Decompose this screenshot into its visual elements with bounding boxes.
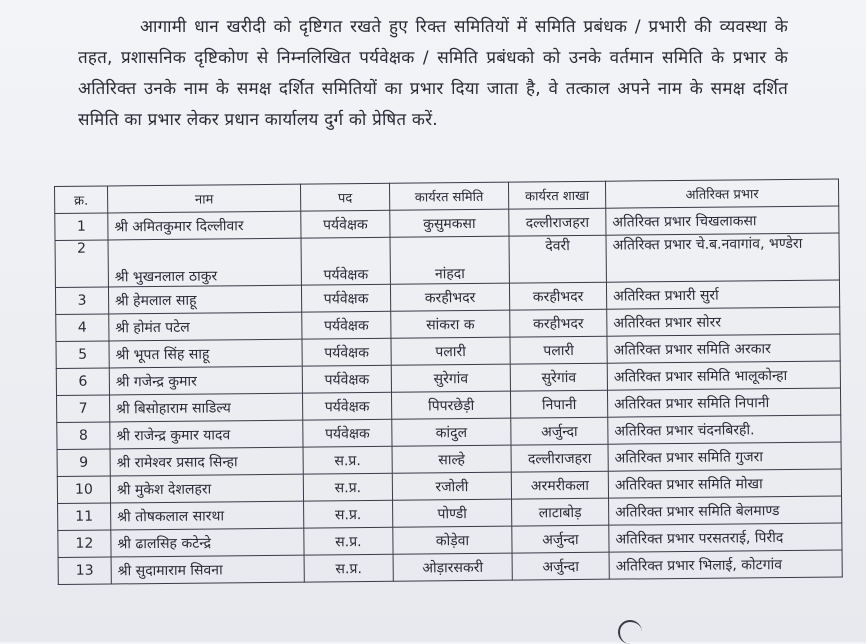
cell-post: पर्यवेक्षक (302, 338, 391, 366)
cell-name: श्री राजेन्द्र कुमार यादव (110, 420, 303, 449)
signature-mark (618, 620, 642, 644)
cell-additional-charge: अतिरिक्त प्रभार चिखलाकसा (606, 206, 839, 235)
cell-branch: सुरेगांव (510, 363, 607, 391)
cell-additional-charge: अतिरिक्त प्रभार समिति अरकार (607, 334, 840, 363)
header-working-branch: कार्यरत शाखा (508, 181, 605, 209)
header-name: नाम (108, 184, 301, 213)
cell-additional-charge: अतिरिक्त प्रभार सोरर (607, 307, 840, 336)
cell-society: ओड़ारसकरी (393, 553, 512, 581)
cell-additional-charge: अतिरिक्त प्रभार समिति निपानी (607, 388, 840, 417)
header-additional-charge: अतिरिक्त प्रभार (605, 179, 838, 208)
cell-additional-charge: अतिरिक्त प्रभार समिति भालूकोन्हा (607, 361, 840, 390)
cell-society: साल्हे (392, 445, 511, 473)
cell-branch: पलारी (510, 336, 607, 364)
cell-additional-charge: अतिरिक्त प्रभार समिति गुजरा (608, 442, 841, 471)
header-post: पद (300, 183, 389, 211)
cell-society: रजोली (392, 472, 511, 500)
cell-branch: देवरी (509, 235, 606, 283)
cell-additional-charge: अतिरिक्त प्रभार समिति बेलमाण्ड (609, 496, 842, 525)
cell-society: कोड़ेवा (393, 526, 512, 554)
cell-serial: 2 (55, 240, 108, 288)
cell-name: श्री रामेश्वर प्रसाद सिन्हा (110, 447, 303, 476)
cell-additional-charge: अतिरिक्त प्रभार समिति मोखा (608, 469, 841, 498)
cell-society: कुसुमकसा (390, 209, 509, 237)
cell-branch: निपानी (510, 390, 607, 418)
cell-serial: 9 (57, 449, 110, 477)
cell-post: स.प्र. (303, 446, 392, 474)
cell-serial: 8 (57, 422, 110, 450)
cell-serial: 5 (56, 341, 109, 369)
cell-branch: करहीभदर (509, 282, 606, 310)
cell-additional-charge: अतिरिक्त प्रभार चे.ब.नवागांव, भण्डेरा (606, 233, 839, 282)
cell-branch: दल्लीराजहरा (511, 444, 608, 472)
cell-additional-charge: अतिरिक्त प्रभार चंदनबिरही. (608, 415, 841, 444)
cell-society: नांहदा (390, 236, 509, 284)
cell-post: पर्यवेक्षक (301, 284, 390, 312)
header-serial: क्र. (55, 186, 108, 214)
cell-serial: 1 (55, 213, 108, 241)
header-working-society: कार्यरत समिति (389, 182, 508, 210)
cell-branch: दल्लीराजहरा (509, 208, 606, 236)
cell-branch: लाटाबोड़ (512, 498, 609, 526)
assignment-table (54, 178, 843, 585)
cell-branch: अरमरीकला (511, 471, 608, 499)
cell-name: श्री तोषकलाल सारथा (111, 501, 304, 530)
cell-serial: 13 (58, 557, 111, 585)
cell-society: कांदुल (392, 418, 511, 446)
cell-branch: अर्जुन्दा (512, 552, 609, 580)
cell-serial: 3 (55, 287, 108, 315)
cell-serial: 11 (58, 503, 111, 531)
cell-post: पर्यवेक्षक (302, 392, 391, 420)
cell-branch: अर्जुन्दा (511, 417, 608, 445)
cell-society: पलारी (391, 337, 510, 365)
cell-name: श्री होमंत पटेल (109, 312, 302, 341)
cell-branch: अर्जुन्दा (512, 525, 609, 553)
order-paragraph: आगामी धान खरीदी को दृष्टिगत रखते हुए रिक्त समितियों में समिति प्रबंधक / प्रभारी की व्यवस्था के तहत, प्रशासनिक दृष्टिकोण से निम्नलिखित पर्यवेक्षक / समिति प्रबंधको को उनके वर्तमान समिति के प्रभार के अतिरिक्त उनके नाम के समक्ष दर्शित समितियों का प्रभार दिया जाता है, वे तत्काल अपने नाम के समक्ष दर्शित समिति का प्रभार लेकर प्रधान कार्यालय दुर्ग को प्रेषित करें. (78, 17, 788, 130)
cell-name: श्री बिसोहाराम साडिल्य (110, 393, 303, 422)
cell-post: स.प्र. (304, 500, 393, 528)
cell-post: पर्यवेक्षक (301, 210, 390, 238)
cell-branch: करहीभदर (510, 309, 607, 337)
cell-post: स.प्र. (303, 473, 392, 501)
cell-post: पर्यवेक्षक (302, 311, 391, 339)
cell-post: पर्यवेक्षक (302, 365, 391, 393)
cell-post: स.प्र. (304, 527, 393, 555)
cell-society: करहीभदर (390, 283, 509, 311)
cell-society: सांकरा क (391, 310, 510, 338)
cell-society: पोण्डी (393, 499, 512, 527)
cell-name: श्री सुदामाराम सिवना (111, 555, 304, 584)
cell-post: पर्यवेक्षक (301, 237, 390, 285)
cell-serial: 4 (56, 314, 109, 342)
cell-name: श्री मुकेश देशलहरा (110, 474, 303, 503)
cell-name: श्री ढालसिह कटेन्द्रे (111, 528, 304, 557)
cell-post: पर्यवेक्षक (303, 419, 392, 447)
cell-serial: 6 (56, 368, 109, 396)
cell-serial: 12 (58, 530, 111, 558)
cell-name: श्री अमितकुमार दिल्लीवार (108, 211, 301, 240)
cell-society: पिपरछेड़ी (391, 391, 510, 419)
cell-name: श्री गजेन्द्र कुमार (109, 366, 302, 395)
cell-serial: 10 (57, 476, 110, 504)
cell-additional-charge: अतिरिक्त प्रभारी सुर्रा (606, 280, 839, 309)
cell-additional-charge: अतिरिक्त प्रभार परसतराई, पिरीद (609, 523, 842, 552)
cell-serial: 7 (57, 395, 110, 423)
cell-name: श्री हेमलाल साहू (108, 285, 301, 314)
table-row (55, 233, 839, 288)
cell-name: श्री भुखनलाल ठाकुर (108, 238, 301, 287)
cell-post: स.प्र. (304, 554, 393, 582)
cell-name: श्री भूपत सिंह साहू (109, 339, 302, 368)
cell-society: सुरेगांव (391, 364, 510, 392)
cell-additional-charge: अतिरिक्त प्रभार भिलाई, कोटगांव (609, 550, 842, 579)
